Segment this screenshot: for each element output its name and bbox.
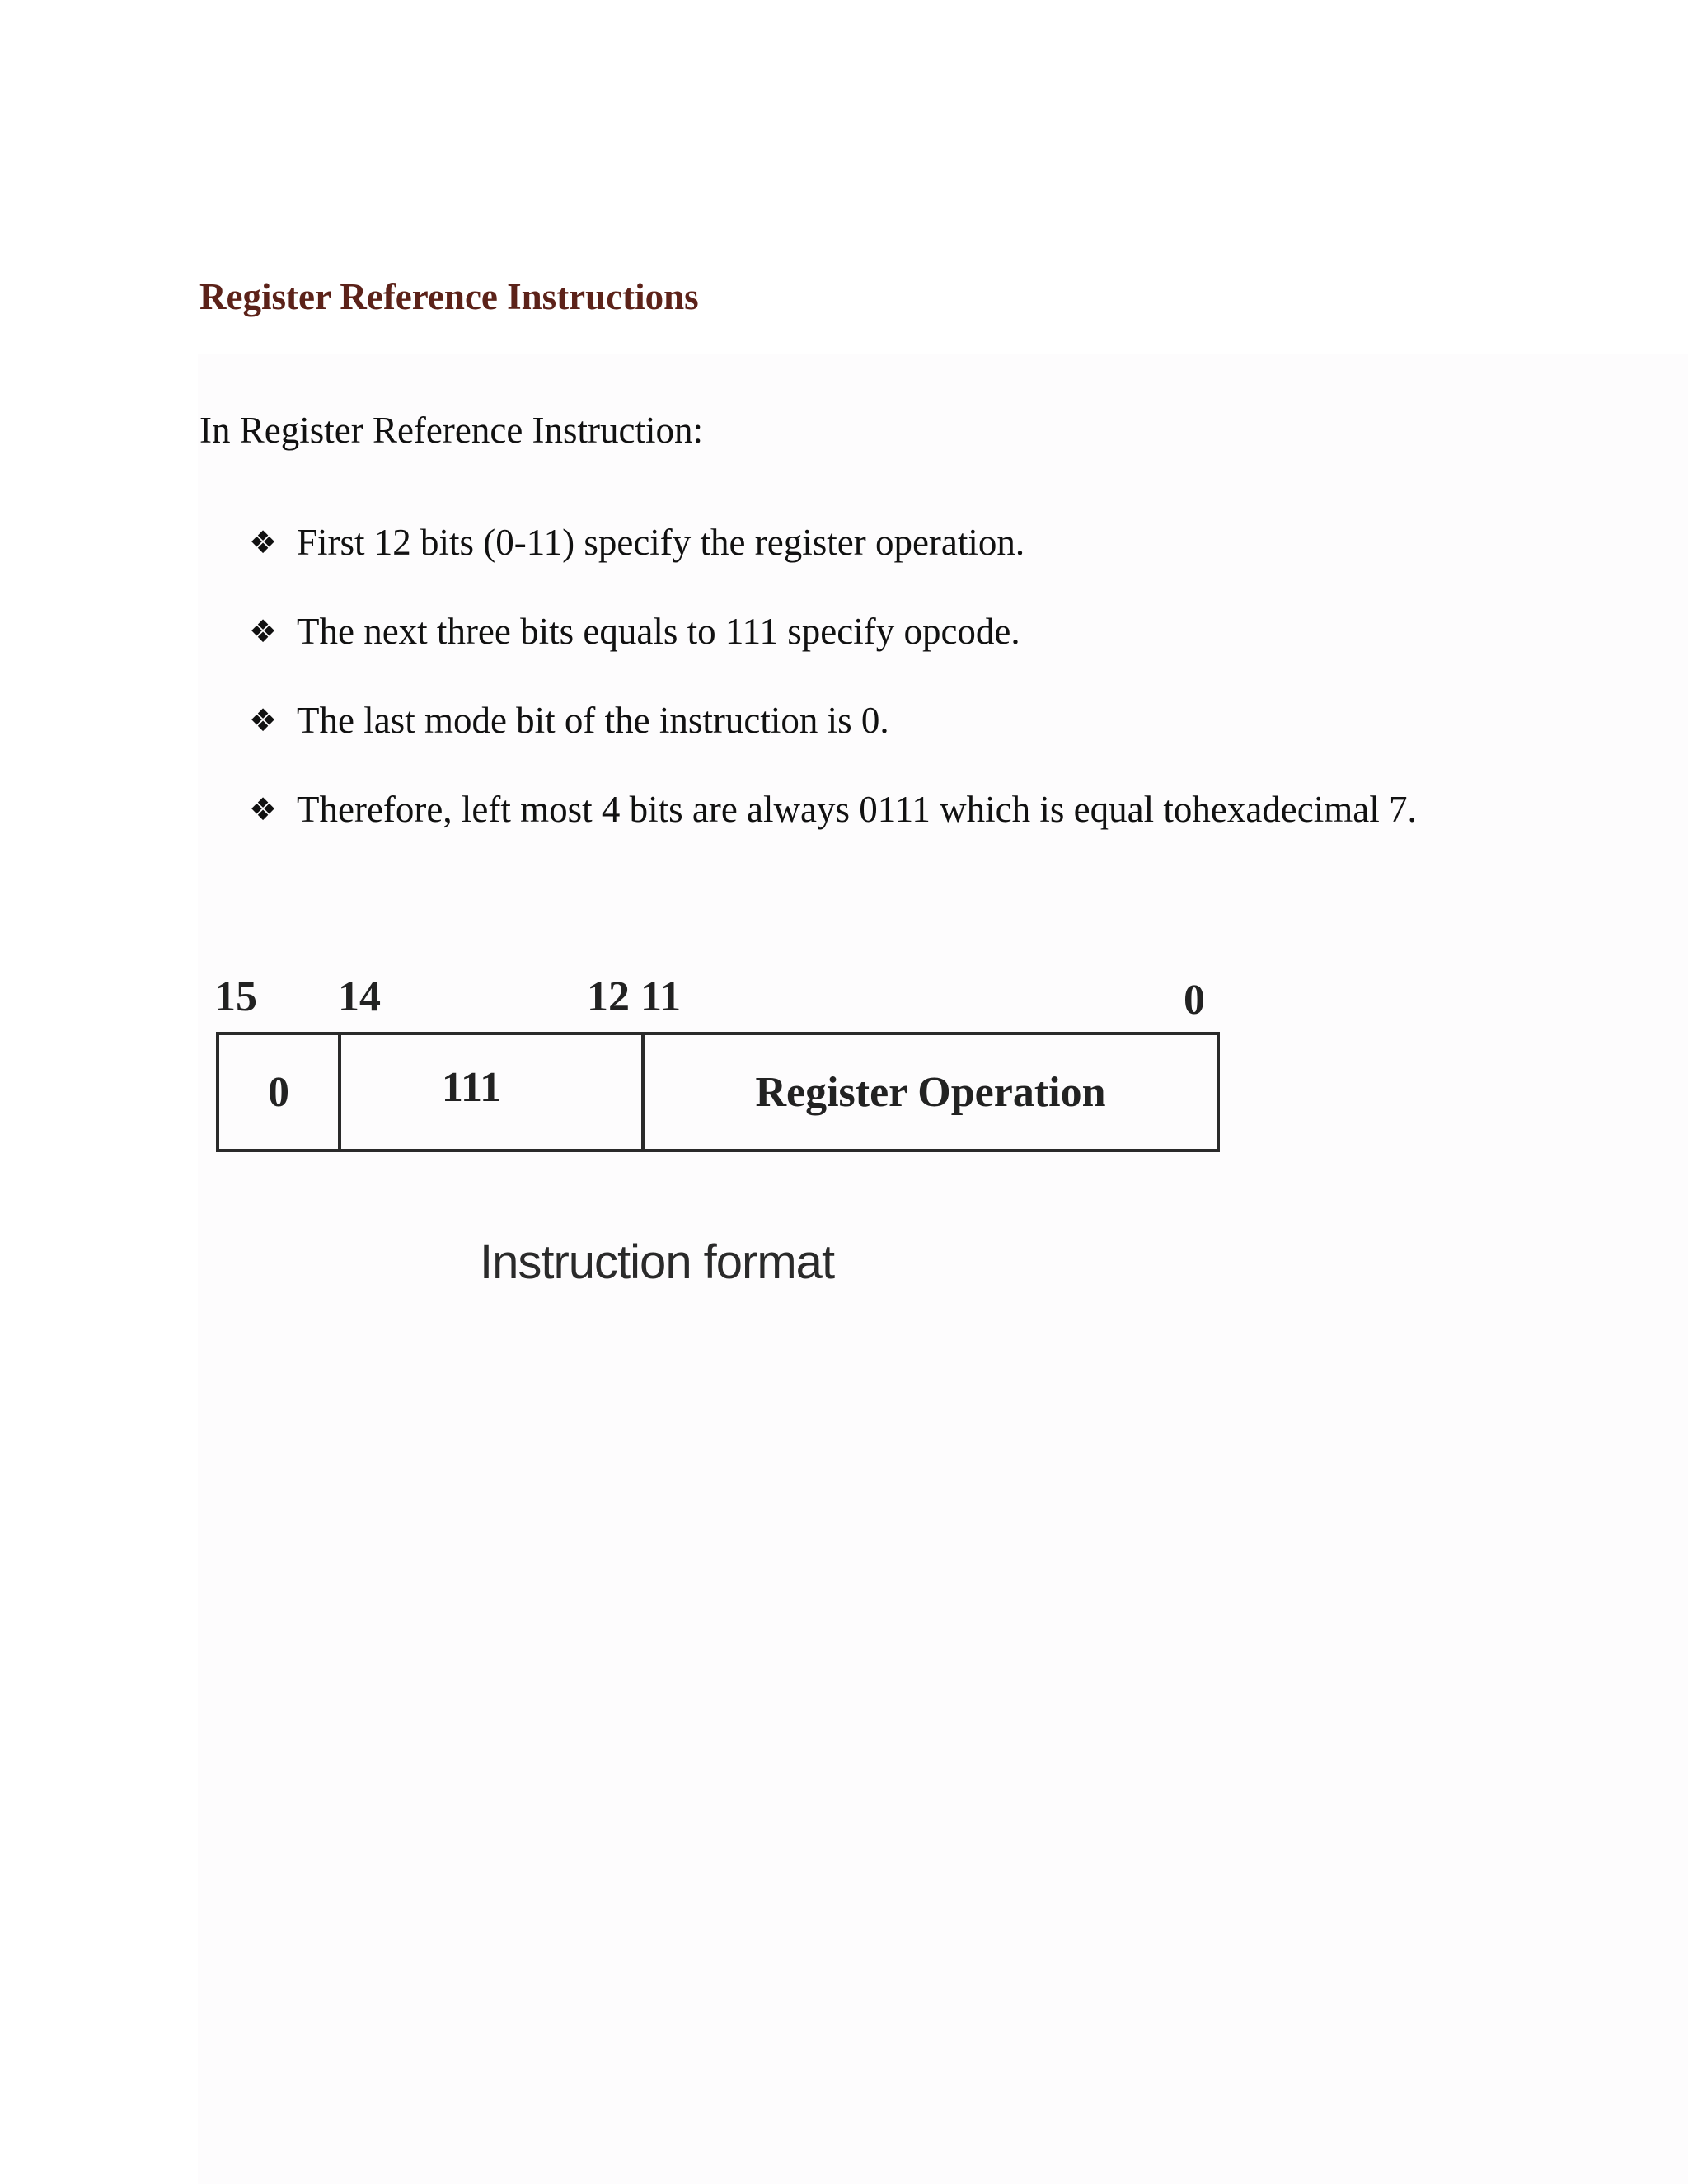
bullet-text: Therefore, left most 4 bits are always 0111 which is equal tohexadecimal 7. <box>297 789 1417 830</box>
bullet-text: The next three bits equals to 111 specify opcode. <box>297 611 1020 652</box>
list-item <box>249 765 1417 854</box>
figure-caption: Instruction format <box>480 1235 835 1289</box>
diamond-bullet-icon: ❖ <box>249 702 278 738</box>
bullet-list <box>249 498 1417 854</box>
diamond-bullet-icon: ❖ <box>249 791 278 827</box>
bit-number-15: 15 <box>214 973 257 1020</box>
diamond-bullet-icon: ❖ <box>249 524 278 560</box>
mode-bit-value: 0 <box>268 1068 289 1116</box>
diamond-bullet-icon: ❖ <box>249 613 278 649</box>
list-item <box>249 587 1417 676</box>
register-operation-field <box>645 1035 1217 1149</box>
instruction-format-figure <box>204 972 1226 1343</box>
bit-number-0: 0 <box>1184 977 1205 1024</box>
register-operation-label: Register Operation <box>755 1068 1106 1116</box>
bullet-text: The last mode bit of the instruction is 0. <box>297 700 889 741</box>
list-item <box>249 498 1417 587</box>
opcode-value: 111 <box>441 1063 502 1111</box>
intro-text: In Register Reference Instruction: <box>199 410 704 451</box>
section-heading: Register Reference Instructions <box>199 276 699 317</box>
opcode-field <box>341 1035 645 1149</box>
bit-number-14: 14 <box>338 973 381 1020</box>
bullet-text: First 12 bits (0-11) specify the register operation. <box>297 522 1025 563</box>
bit-number-12-11: 12 11 <box>587 973 682 1020</box>
list-item <box>249 676 1417 765</box>
mode-bit-field <box>219 1035 341 1149</box>
instruction-bit-box <box>216 1032 1220 1152</box>
